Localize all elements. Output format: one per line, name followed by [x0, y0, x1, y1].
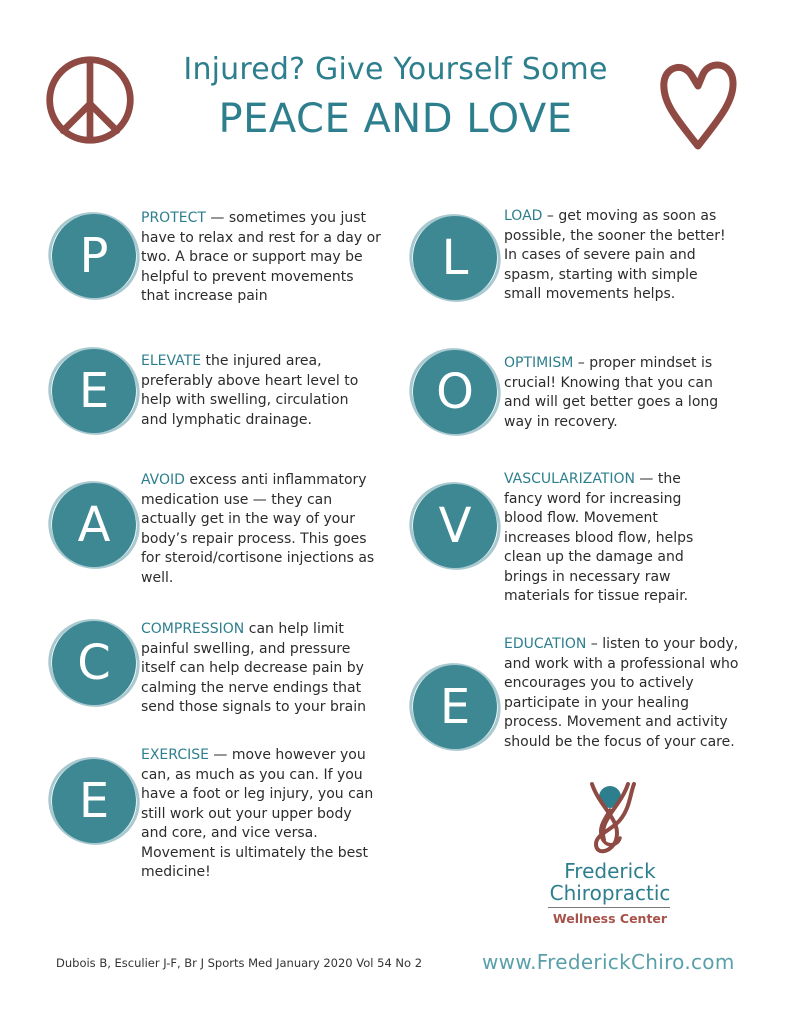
love-letter-circle-3: [413, 484, 497, 568]
peace-description-2: [141, 352, 376, 430]
love-text: – proper mindset is crucial! Knowing that you can and will get better goes a long way in recovery.: [504, 355, 719, 430]
love-description-3: [504, 470, 704, 607]
peace-keyword: ELEVATE: [141, 353, 202, 369]
love-letter-circle-2: [413, 350, 497, 434]
love-letter-circle-4: [413, 665, 497, 749]
logo-name-line-2: Chiropractic: [549, 881, 671, 905]
title-line-1: Injured? Give Yourself Some: [183, 52, 608, 87]
love-keyword: OPTIMISM: [504, 355, 574, 371]
logo-subtitle: Wellness Center: [552, 911, 668, 926]
peace-text: the injured area, preferably above heart level to help with swelling, circulation and lymphatic drainage.: [141, 353, 359, 428]
peace-text: — sometimes you just have to relax and rest for a day or two. A brace or support may be helpful to prevent movements that increase pain: [141, 210, 381, 304]
peace-description-5: [141, 746, 381, 883]
peace-letter-circle-5: [52, 759, 136, 843]
citation: Dubois B, Esculier J-F, Br J Sports Med January 2020 Vol 54 No 2: [56, 956, 423, 970]
love-text: – get moving as soon as possible, the sooner the better! In cases of severe pain and spasm, starting with simple small movements helps.: [504, 208, 726, 302]
peace-letter: E: [78, 773, 110, 829]
peace-text: — move however you can, as much as you can. If you have a foot or leg injury, you can still work out your upper body and core, and vice versa. Movement is ultimately the best medicine!: [141, 747, 374, 880]
peace-letter-circle-1: [52, 214, 136, 298]
logo-name-line-1: Frederick: [564, 859, 656, 883]
peace-letter-circle-3: [52, 483, 136, 567]
peace-text: excess anti inflammatory medication use — they can actually get in the way of your body’s repair process. This goes for steroid/cortisone injections as well.: [141, 472, 375, 586]
peace-letter: P: [79, 228, 109, 284]
peace-description-4: [141, 620, 381, 718]
peace-letter: E: [78, 363, 110, 419]
love-keyword: LOAD: [504, 208, 543, 224]
love-letter: L: [441, 230, 469, 286]
love-letter-circle-1: [413, 216, 497, 300]
peace-letter-circle-4: [52, 621, 136, 705]
title-line-2: PEACE AND LOVE: [218, 96, 573, 142]
website-link[interactable]: www.FrederickChiro.com: [482, 950, 735, 974]
heart-icon: [656, 56, 740, 152]
love-keyword: VASCULARIZATION: [504, 471, 635, 487]
love-letter: V: [438, 498, 472, 554]
love-description-4: [504, 635, 744, 752]
love-text: – listen to your body, and work with a professional who encourages you to actively participate in your healing process. Movement and activity should be the focus of your care.: [504, 636, 739, 750]
love-description-1: [504, 207, 729, 305]
peace-text: can help limit painful swelling, and pressure itself can help decrease pain by calming the nerve endings that send those signals to your brain: [141, 621, 366, 715]
love-letter: E: [439, 679, 471, 735]
peace-letter: A: [77, 497, 111, 553]
love-letter: O: [436, 364, 474, 420]
peace-keyword: PROTECT: [141, 210, 206, 226]
peace-keyword: EXERCISE: [141, 747, 209, 763]
logo-divider: [548, 907, 670, 908]
love-description-2: [504, 354, 729, 432]
love-text: — the fancy word for increasing blood flow. Movement increases blood flow, helps clean up the damage and brings in necessary raw materials for tissue repair.: [504, 471, 694, 604]
love-keyword: EDUCATION: [504, 636, 587, 652]
peace-sign-icon: [42, 52, 138, 148]
peace-keyword: COMPRESSION: [141, 621, 245, 637]
peace-letter-circle-2: [52, 349, 136, 433]
peace-description-3: [141, 471, 381, 588]
peace-letter: C: [77, 635, 111, 691]
peace-description-1: [141, 209, 381, 307]
peace-keyword: AVOID: [141, 472, 185, 488]
